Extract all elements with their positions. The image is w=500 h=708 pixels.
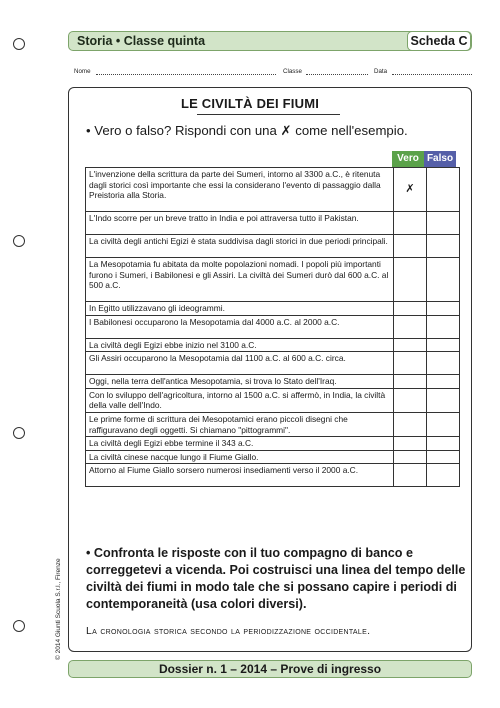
statement-cell: La civiltà cinese nacque lungo il Fiume Giallo. <box>86 450 394 464</box>
falso-answer-cell[interactable] <box>427 352 460 375</box>
copyright-text: © 2014 Giunti Scuola S.r.l., Firenze <box>55 558 62 660</box>
table-row <box>86 338 460 352</box>
falso-answer-cell[interactable] <box>427 315 460 338</box>
statement-cell: Attorno al Fiume Giallo sorsero numerosi insediamenti verso il 2000 a.C. <box>86 464 394 487</box>
binder-hole <box>13 235 25 247</box>
data-field[interactable] <box>392 74 472 75</box>
instruction <box>86 123 408 139</box>
vero-answer-cell[interactable] <box>394 315 427 338</box>
table-row <box>86 258 460 302</box>
falso-answer-cell[interactable] <box>427 235 460 258</box>
classe-label: Classe <box>283 68 302 75</box>
table-row <box>86 352 460 375</box>
statement-cell: Gli Assiri occuparono la Mesopotamia dal 1100 a.C. al 600 a.C. circa. <box>86 352 394 375</box>
table-row <box>86 450 460 464</box>
falso-answer-cell[interactable] <box>427 388 460 412</box>
true-false-table <box>85 167 460 487</box>
subject-label: Storia • Classe quinta <box>77 34 206 48</box>
bullet-icon: • <box>86 546 91 560</box>
data-label: Data <box>374 68 388 75</box>
vero-answer-cell[interactable] <box>394 212 427 235</box>
statement-cell: Oggi, nella terra dell'antica Mesopotamia, si trova lo Stato dell'Iraq. <box>86 375 394 389</box>
falso-answer-cell[interactable] <box>427 168 460 212</box>
vero-column-header: Vero <box>392 151 424 167</box>
follow-up-instruction <box>86 545 466 613</box>
binder-hole <box>13 427 25 439</box>
statement-cell: L'Indo scorre per un breve tratto in India e poi attraversa tutto il Pakistan. <box>86 212 394 235</box>
instruction-text: Vero o falso? Rispondi con una ✗ come nell'esempio. <box>94 123 408 138</box>
classe-field[interactable] <box>306 74 368 75</box>
falso-answer-cell[interactable] <box>427 450 460 464</box>
table-row <box>86 375 460 389</box>
statement-cell: La civiltà degli Egizi ebbe termine il 343 a.C. <box>86 437 394 451</box>
table-row <box>86 315 460 338</box>
table-row <box>86 412 460 436</box>
falso-answer-cell[interactable] <box>427 375 460 389</box>
chronology-note: La cronologia storica secondo la periodizzazione occidentale. <box>86 625 371 637</box>
table-row <box>86 212 460 235</box>
vero-answer-cell[interactable]: ✗ <box>394 168 427 212</box>
vero-answer-cell[interactable] <box>394 338 427 352</box>
vero-answer-cell[interactable] <box>394 258 427 302</box>
statement-cell: Le prime forme di scrittura dei Mesopotamici erano piccoli disegni che raffiguravano degli oggetti. Si chiamano "pittogrammi". <box>86 412 394 436</box>
falso-answer-cell[interactable] <box>427 338 460 352</box>
falso-answer-cell[interactable] <box>427 212 460 235</box>
worksheet-title <box>0 96 500 111</box>
vero-answer-cell[interactable] <box>394 412 427 436</box>
bullet-icon: • <box>86 123 91 138</box>
table-row <box>86 388 460 412</box>
falso-answer-cell[interactable] <box>427 412 460 436</box>
binder-hole <box>13 38 25 50</box>
header-bar <box>68 31 472 51</box>
table-row <box>86 302 460 316</box>
follow-up-text: Confronta le risposte con il tuo compagno di banco e correggetevi a vicenda. Poi costruisci una linea del tempo delle civiltà dei fiumi in modo tale che si possano capire i periodi di contemporaneità (usa colori diversi). <box>86 546 466 611</box>
vero-answer-cell[interactable] <box>394 437 427 451</box>
statement-cell: La civiltà degli Egizi ebbe inizio nel 3100 a.C. <box>86 338 394 352</box>
vero-answer-cell[interactable] <box>394 235 427 258</box>
scheda-label: Scheda C <box>407 31 471 51</box>
table-row <box>86 437 460 451</box>
statement-cell: In Egitto utilizzavano gli ideogrammi. <box>86 302 394 316</box>
title-text: LE CIVILTÀ DEI FIUMI <box>180 96 320 111</box>
student-info-row <box>74 68 472 80</box>
falso-answer-cell[interactable] <box>427 258 460 302</box>
statement-cell: Con lo sviluppo dell'agricoltura, intorno al 1500 a.C. si affermò, in India, la civiltà della valle dell'Indo. <box>86 388 394 412</box>
falso-column-header: Falso <box>424 151 456 167</box>
vero-answer-cell[interactable] <box>394 388 427 412</box>
binder-hole <box>13 620 25 632</box>
vero-answer-cell[interactable] <box>394 375 427 389</box>
statement-cell: La civiltà degli antichi Egizi è stata suddivisa dagli storici in due periodi principali. <box>86 235 394 258</box>
table-row <box>86 464 460 487</box>
falso-answer-cell[interactable] <box>427 437 460 451</box>
vero-answer-cell[interactable] <box>394 352 427 375</box>
table-row <box>86 168 460 212</box>
vero-answer-cell[interactable] <box>394 464 427 487</box>
falso-answer-cell[interactable] <box>427 464 460 487</box>
footer-bar: Dossier n. 1 – 2014 – Prove di ingresso <box>68 660 472 678</box>
statement-cell: I Babilonesi occuparono la Mesopotamia dal 4000 a.C. al 2000 a.C. <box>86 315 394 338</box>
table-row <box>86 235 460 258</box>
title-underline <box>197 114 340 115</box>
vero-answer-cell[interactable] <box>394 302 427 316</box>
vero-answer-cell[interactable] <box>394 450 427 464</box>
statement-cell: La Mesopotamia fu abitata da molte popolazioni nomadi. I popoli più importanti furono i Sumeri, i Babilonesi e gli Assiri. La civiltà dei Sumeri durò dal 600 a.C. al 500 a.C. <box>86 258 394 302</box>
nome-label: Nome <box>74 68 91 75</box>
nome-field[interactable] <box>96 74 276 75</box>
statement-cell: L'invenzione della scrittura da parte dei Sumeri, intorno al 3300 a.C., è ritenuta dagli storici così importante che essi la considerano l'evento di passaggio dalla Preistoria alla Storia. <box>86 168 394 212</box>
falso-answer-cell[interactable] <box>427 302 460 316</box>
